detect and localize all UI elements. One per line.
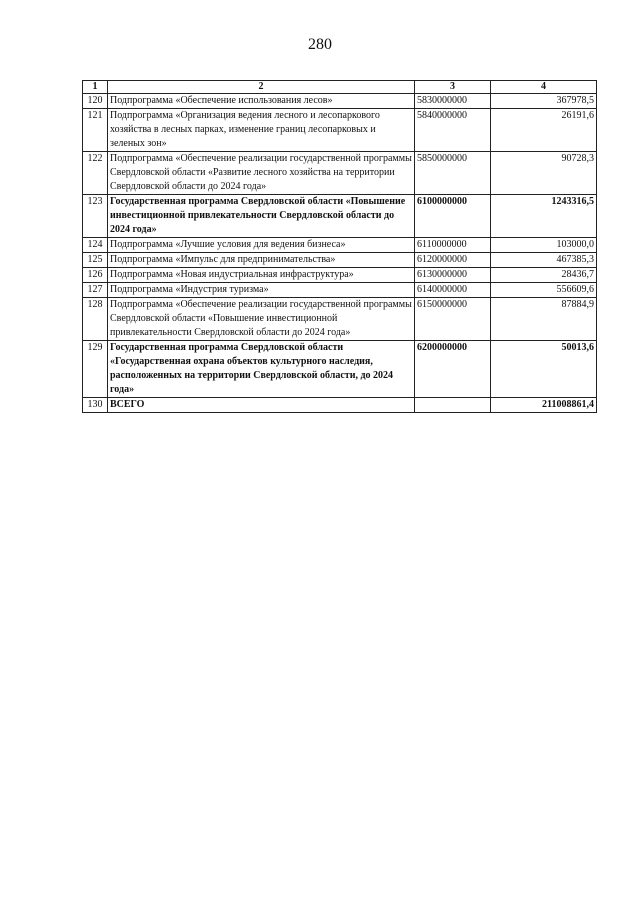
- row-name: Подпрограмма «Индустрия туризма»: [108, 283, 415, 298]
- row-amount: 103000,0: [491, 238, 597, 253]
- header-col-1: 1: [83, 81, 108, 94]
- row-number: 120: [83, 94, 108, 109]
- row-code: 5840000000: [415, 109, 491, 152]
- row-code: 6150000000: [415, 298, 491, 341]
- row-code: 5850000000: [415, 152, 491, 195]
- row-name: Подпрограмма «Импульс для предпринимательства»: [108, 253, 415, 268]
- row-code: 6100000000: [415, 195, 491, 238]
- row-number: 122: [83, 152, 108, 195]
- table-row: [83, 152, 597, 195]
- header-col-4: 4: [491, 81, 597, 94]
- row-code: 6130000000: [415, 268, 491, 283]
- row-number: 127: [83, 283, 108, 298]
- table-row: [83, 94, 597, 109]
- row-name: Подпрограмма «Обеспечение использования лесов»: [108, 94, 415, 109]
- page-number: 280: [308, 36, 332, 53]
- row-name: Подпрограмма «Обеспечение реализации государственной программы Свердловской области «Развитие лесного хозяйства на территории Свердловской области до 2024 года»: [108, 152, 415, 195]
- row-name: Подпрограмма «Организация ведения лесного и лесопаркового хозяйства в лесных парках, изменение границ лесопарковых и зеленых зон»: [108, 109, 415, 152]
- total-row: [83, 398, 597, 413]
- row-number: 129: [83, 341, 108, 398]
- row-number: 130: [83, 398, 108, 413]
- row-number: 121: [83, 109, 108, 152]
- row-name: Подпрограмма «Новая индустриальная инфраструктура»: [108, 268, 415, 283]
- table-row: [83, 195, 597, 238]
- table-row: [83, 268, 597, 283]
- row-amount: 90728,3: [491, 152, 597, 195]
- row-amount: 28436,7: [491, 268, 597, 283]
- row-number: 124: [83, 238, 108, 253]
- table-row: [83, 341, 597, 398]
- total-label: ВСЕГО: [108, 398, 415, 413]
- row-amount: 1243316,5: [491, 195, 597, 238]
- table-row: [83, 298, 597, 341]
- row-number: 128: [83, 298, 108, 341]
- header-col-2: 2: [108, 81, 415, 94]
- row-number: 125: [83, 253, 108, 268]
- row-amount: 50013,6: [491, 341, 597, 398]
- row-name: Подпрограмма «Лучшие условия для ведения бизнеса»: [108, 238, 415, 253]
- table-row: [83, 238, 597, 253]
- row-name: Государственная программа Свердловской области «Государственная охрана объектов культурного наследия, расположенных на территории Свердловской области, до 2024 года»: [108, 341, 415, 398]
- row-code: 6140000000: [415, 283, 491, 298]
- row-code: 6120000000: [415, 253, 491, 268]
- budget-table: [82, 80, 597, 413]
- row-number: 123: [83, 195, 108, 238]
- header-col-3: 3: [415, 81, 491, 94]
- row-amount: 556609,6: [491, 283, 597, 298]
- row-amount: 26191,6: [491, 109, 597, 152]
- table-row: [83, 109, 597, 152]
- row-code: 6110000000: [415, 238, 491, 253]
- row-code: 5830000000: [415, 94, 491, 109]
- row-amount: 87884,9: [491, 298, 597, 341]
- row-amount: 467385,3: [491, 253, 597, 268]
- header-row: [83, 81, 597, 94]
- table-row: [83, 253, 597, 268]
- row-amount: 367978,5: [491, 94, 597, 109]
- row-code: 6200000000: [415, 341, 491, 398]
- row-code: [415, 398, 491, 413]
- table-row: [83, 283, 597, 298]
- row-name: Подпрограмма «Обеспечение реализации государственной программы Свердловской области «Повышение инвестиционной привлекательности Свердловской области до 2024 года»: [108, 298, 415, 341]
- row-number: 126: [83, 268, 108, 283]
- total-amount: 211008861,4: [491, 398, 597, 413]
- row-name: Государственная программа Свердловской области «Повышение инвестиционной привлекательности Свердловской области до 2024 года»: [108, 195, 415, 238]
